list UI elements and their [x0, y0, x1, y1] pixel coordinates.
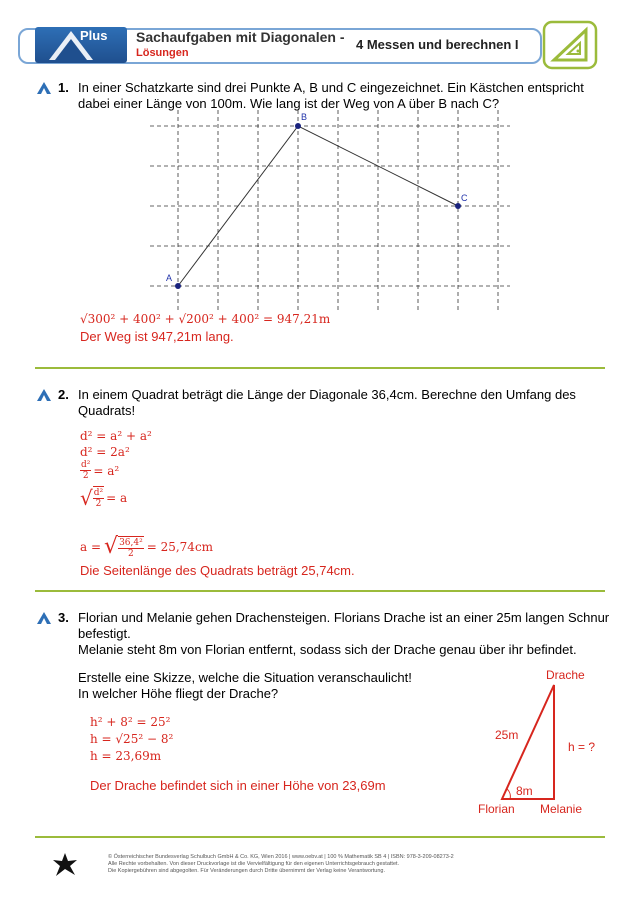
point-label: B: [301, 112, 308, 122]
fraction-numerator: d²: [93, 488, 104, 498]
exercise-text: Melanie steht 8m von Florian entfernt, sodass sich der Drache genau über ihr befindet.: [78, 642, 577, 657]
exercise-number: 3.: [58, 610, 69, 625]
footer-line: Die Kopiergebühren sind abgegolten. Für Veränderungen durch Dritte übernimmt der Verlag keine Verantwortung.: [108, 868, 386, 874]
section-divider: [35, 836, 605, 838]
equation-lhs: a =: [80, 540, 102, 554]
label-hypotenuse: 25m: [495, 728, 519, 742]
point-a: [175, 283, 181, 289]
exercise-number: 2.: [58, 387, 69, 402]
sqrt-icon: √: [104, 534, 119, 559]
exercise-level-icon: [37, 612, 51, 624]
equation: [80, 486, 127, 509]
fraction-denominator: 2: [82, 471, 89, 481]
equation: h = 23,69m: [90, 749, 162, 763]
exercise-text: Quadrats!: [78, 403, 136, 418]
point-c: [455, 203, 461, 209]
answer-text: Der Drache befindet sich in einer Höhe von 23,69m: [90, 778, 386, 793]
treasure-map-grid: [150, 110, 510, 310]
exercise-level-icon: [37, 82, 51, 94]
formula-text: √300² + 400² + √200² + 400² = 947,21m: [80, 312, 331, 326]
equation: [80, 460, 119, 481]
label-melanie: Melanie: [540, 802, 583, 816]
sqrt-icon: √: [80, 485, 93, 510]
point-b: [295, 123, 301, 129]
equation-rhs: = a: [106, 490, 128, 505]
exercise-text: befestigt.: [78, 626, 131, 641]
fraction-denominator: 2: [128, 548, 134, 559]
exercise-text: In einer Schatzkarte sind drei Punkte A, B und C eingezeichnet. Ein Kästchen entspricht: [78, 80, 584, 95]
set-square-icon: [542, 20, 598, 70]
exercise-number: 1.: [58, 80, 69, 95]
label-kite: Drache: [546, 668, 585, 682]
fraction-numerator: 36,4²: [119, 537, 143, 548]
equation-rhs: = a²: [93, 463, 120, 478]
exercise-level-icon: [37, 389, 51, 401]
page-title: Sachaufgaben mit Diagonalen -: [136, 29, 345, 45]
fraction-denominator: 2: [95, 499, 102, 509]
equation: d² = 2a²: [80, 445, 130, 459]
point-label: A: [166, 273, 173, 283]
footer-line: © Österreichischer Bundesverlag Schulbuch GmbH & Co. KG, Wien 2016 | www.oebv.at | 100 % Mathematik SB 4 | ISBN: 978-3-209-08273-2: [108, 854, 454, 860]
fraction-numerator: d²: [81, 460, 91, 470]
chapter-title: 4 Messen und berechnen I: [356, 37, 519, 52]
exercise-text: Florian und Melanie gehen Drachensteigen. Florians Drache ist an einer 25m langen Schnur: [78, 610, 610, 625]
publisher-logo-icon: [52, 852, 78, 878]
exercise-text: dabei einer Länge von 100m. Wie lang ist der Weg von A über B nach C?: [78, 96, 500, 111]
point-label: C: [461, 193, 468, 203]
equation: h = √25² − 8²: [90, 732, 174, 746]
page-subtitle: Lösungen: [136, 47, 189, 59]
plus-label: Plus: [80, 28, 108, 43]
formula: [80, 312, 330, 326]
equation: [80, 535, 213, 559]
answer-text: Der Weg ist 947,21m lang.: [80, 329, 234, 344]
answer-text: Die Seitenlänge des Quadrats beträgt 25,74cm.: [80, 563, 355, 578]
right-triangle: [502, 685, 554, 799]
equation: h² + 8² = 25²: [90, 715, 171, 729]
section-divider: [35, 590, 605, 592]
label-florian: Florian: [478, 802, 515, 816]
exercise-text: Erstelle eine Skizze, welche die Situation veranschaulicht!: [78, 670, 412, 685]
section-divider: [35, 367, 605, 369]
kite-sketch: [470, 665, 610, 825]
equation: d² = a² + a²: [80, 429, 152, 443]
footer-line: Alle Rechte vorbehalten. Von dieser Druckvorlage ist die Vervielfältigung für den eigenen Unterrichtsgebrauch gestattet.: [108, 861, 400, 867]
exercise-text: In welcher Höhe fliegt der Drache?: [78, 686, 279, 701]
exercise-text: In einem Quadrat beträgt die Länge der Diagonale 36,4cm. Berechne den Umfang des: [78, 387, 576, 402]
label-base: 8m: [516, 784, 533, 798]
equation-rhs: = 25,74cm: [146, 540, 214, 554]
label-height: h = ?: [568, 740, 596, 754]
